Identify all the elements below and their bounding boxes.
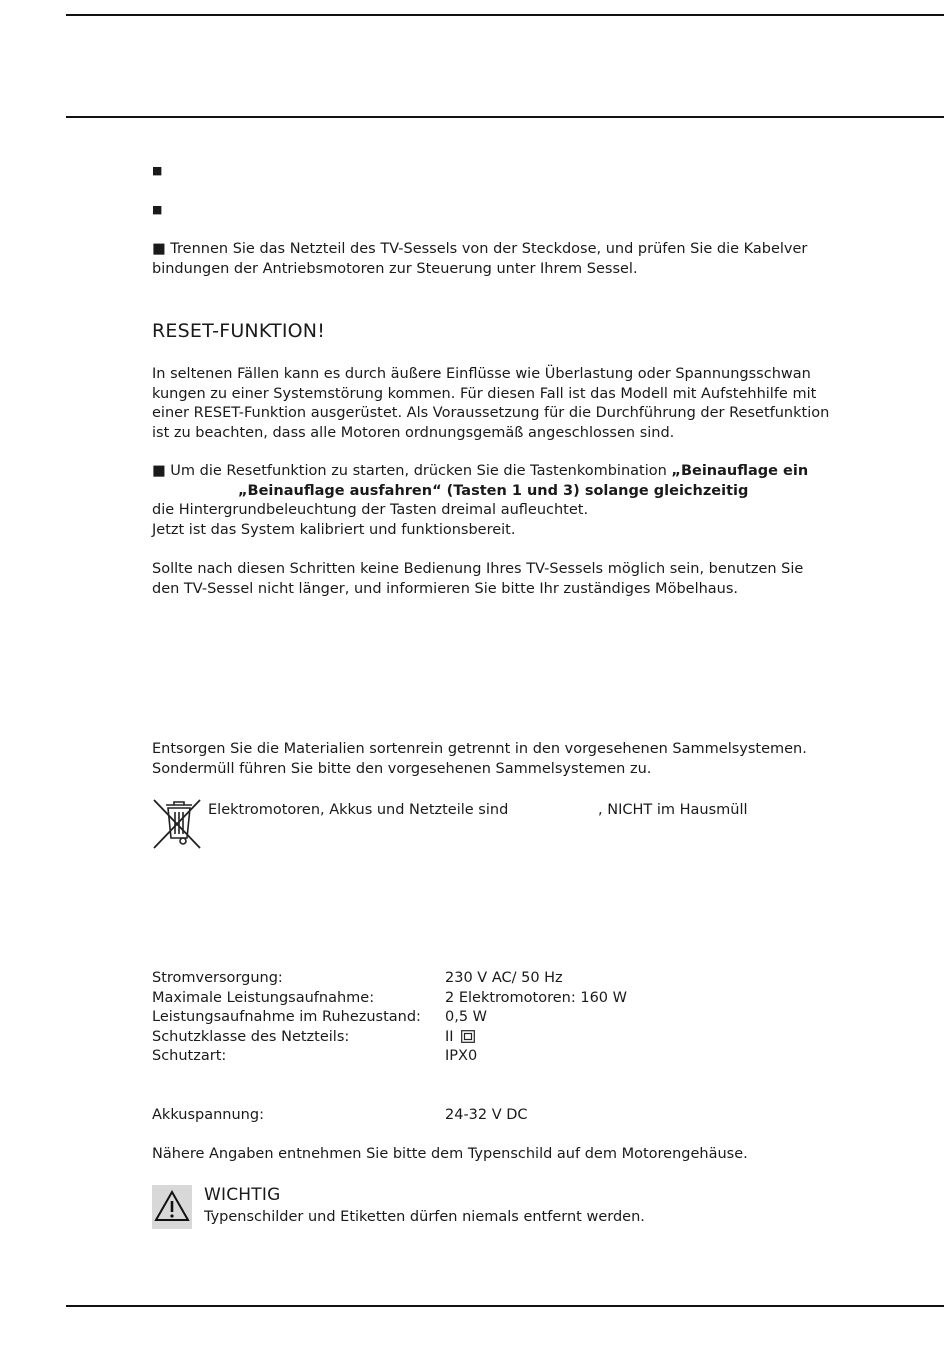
crossed-out-wheelie-bin-icon	[152, 798, 202, 850]
warning-text: Typenschilder und Etiketten dürfen niemals entfernt werden.	[204, 1209, 645, 1225]
spec-label-battery-voltage: Akkuspannung:	[152, 1107, 264, 1123]
top-rule	[66, 14, 944, 16]
bullet-marker-2: ■	[152, 203, 163, 216]
header-rule	[66, 116, 944, 118]
reset-step-line-3: die Hintergrundbeleuchtung der Tasten dreimal aufleuchtet.	[152, 502, 589, 518]
reset-step-line-2	[238, 482, 748, 502]
reset-heading: RESET-FUNKTION!	[152, 320, 326, 342]
weee-notice-part-1: Elektromotoren, Akkus und Netzteile sind	[208, 802, 509, 818]
spec-value-standby-power: 0,5 W	[445, 1009, 488, 1025]
spec-value-max-power: 2 Elektromotoren: 160 W	[445, 990, 627, 1006]
reset-step-line-4: Jetzt ist das System kalibriert und funktionsbereit.	[152, 522, 516, 538]
warning-title: WICHTIG	[204, 1185, 281, 1205]
spec-value-protection-class: II	[445, 1029, 454, 1045]
reset-step-prefix: ■ Um die Resetfunktion zu starten, drücken Sie die Tastenkombination	[152, 463, 672, 479]
reset-intro-line-3: einer RESET-Funktion ausgerüstet. Als Voraussetzung für die Durchführung der Resetfunktion	[152, 405, 830, 421]
weee-notice-part-2: , NICHT im Hausmüll	[598, 802, 748, 818]
spec-value-battery-voltage: 24-32 V DC	[445, 1107, 528, 1123]
reset-fail-line-1: Sollte nach diesen Schritten keine Bedienung Ihres TV-Sessels möglich sein, benutzen Sie	[152, 561, 804, 577]
type-plate-note: Nähere Angaben entnehmen Sie bitte dem Typenschild auf dem Motorengehäuse.	[152, 1146, 748, 1162]
disposal-line-2: Sondermüll führen Sie bitte den vorgesehenen Sammelsystemen zu.	[152, 761, 652, 777]
reset-intro-line-4: ist zu beachten, dass alle Motoren ordnungsgemäß angeschlossen sind.	[152, 425, 675, 441]
disconnect-instruction-line-2: bindungen der Antriebsmotoren zur Steuerung unter Ihrem Sessel.	[152, 261, 638, 277]
reset-intro-line-1: In seltenen Fällen kann es durch äußere Einflüsse wie Überlastung oder Spannungsschwan	[152, 366, 811, 382]
bullet-marker-1: ■	[152, 164, 163, 177]
spec-value-ip-rating: IPX0	[445, 1048, 478, 1064]
reset-step-key-combo: „Beinauflage ein	[671, 463, 809, 479]
spec-label-protection-class: Schutzklasse des Netzteils:	[152, 1029, 350, 1045]
spec-label-max-power: Maximale Leistungsaufnahme:	[152, 990, 375, 1006]
disconnect-instruction-line-1: ■ Trennen Sie das Netzteil des TV-Sessels von der Steckdose, und prüfen Sie die Kabelver	[152, 241, 808, 257]
reset-step-key-names: „Beinauflage ausfahren“ (Tasten 1 und 3) solange gleichzeitig	[238, 483, 749, 499]
spec-label-standby-power: Leistungsaufnahme im Ruhezustand:	[152, 1009, 421, 1025]
reset-intro-line-2: kungen zu einer Systemstörung kommen. Für diesen Fall ist das Modell mit Aufstehhilfe mit	[152, 386, 817, 402]
reset-fail-line-2: den TV-Sessel nicht länger, und informieren Sie bitte Ihr zuständiges Möbelhaus.	[152, 581, 739, 597]
spec-label-power-supply: Stromversorgung:	[152, 970, 283, 986]
warning-triangle-icon	[152, 1185, 192, 1229]
spec-value-power-supply: 230 V AC/ 50 Hz	[445, 970, 563, 986]
spec-label-ip-rating: Schutzart:	[152, 1048, 227, 1064]
footer-rule	[66, 1305, 944, 1307]
reset-step-line-1	[152, 462, 808, 482]
disposal-line-1: Entsorgen Sie die Materialien sortenrein getrennt in den vorgesehenen Sammelsystemen.	[152, 741, 807, 757]
